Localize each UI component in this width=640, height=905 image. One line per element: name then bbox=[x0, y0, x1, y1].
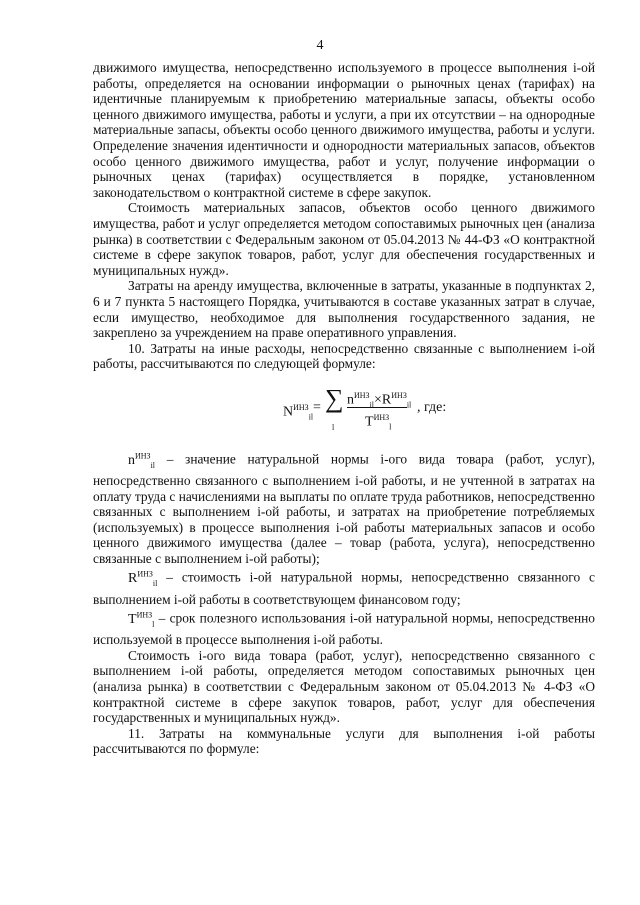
fraction-bar bbox=[347, 407, 407, 408]
symbol-T: $T^{ИНЗ}_l$ bbox=[128, 610, 155, 629]
formula-sigma-index: l bbox=[332, 422, 335, 432]
page-number: 4 bbox=[316, 38, 324, 53]
document-body bbox=[93, 60, 595, 757]
formula-N: N bbox=[283, 404, 294, 420]
paragraph-cost-method: Стоимость материальных запасов, объектов особо ценного движимого имущества, работ и услуг определяется методом сопоставимых рыночных цен (анализа рынка) в соответствии с Федеральным законом от 05.04.2013 № 44-ФЗ «О контрактной системе в сфере закупок товаров, работ, услуг для обеспечения государственных и муниципальных нужд». bbox=[93, 200, 595, 278]
paragraph-item-10: 10. Затраты на иные расходы, непосредственно связанные с выполнением i-ой работы, рассчитываются по следующей формуле: bbox=[93, 340, 595, 372]
formula-block: $N^{ИНЗ}_{il}$ = ∑ l $n^{ИНЗ}_{il}\times R^{ИНЗ}_{il}$ $T^{ИНЗ}_l$ , где: bbox=[93, 372, 595, 442]
symbol-n: $n^{ИНЗ}_{il}$ bbox=[128, 450, 156, 470]
formula-sigma: ∑ bbox=[325, 383, 344, 413]
formula-numerator: $n^{ИНЗ}_{il}\times R^{ИНЗ}_{il}$ bbox=[347, 390, 412, 410]
definition-R: $R^{ИНЗ}_{il}$ – стоимость i-ой натуральной нормы, непосредственно связанного с выполнением i-ой работы в соответствующем финансовом году; bbox=[93, 569, 595, 607]
paragraph-rent: Затраты на аренду имущества, включенные в затраты, указанные в подпунктах 2, 6 и 7 пункта 5 настоящего Порядка, учитываются в составе указанных затрат в случае, если имущество, необходимое для выполнения государственного задания, не закреплено за учреждением на праве оперативного управления. bbox=[93, 278, 595, 341]
paragraph-continuation: движимого имущества, непосредственно используемого в процессе выполнения i-ой работы, определяется на основании информации о рыночных ценах (тарифах) на идентичные планируемым к приобретению материальные запасы, объекты особо ценного движимого имущества, работы и услуги, а при их отсутствии – на однородные материальные запасы, объекты особо ценного движимого имущества, работы и услуги. Определение значения идентичности и однородности материальных запасов, объектов особо ценного движимого имущества, работ и услуг, получение информации о рыночных ценах (тарифах) осуществляется в порядке, установленном законодательством о контрактной системе в сфере закупок. bbox=[93, 60, 595, 200]
paragraph-goods-cost: Стоимость i-ого вида товара (работ, услуг), непосредственно связанного с выполнением i-ой работы, определяется методом сопоставимых рыночных цен (анализа рынка) в соответствии с Федеральным законом от 05.04.2013 № 4-ФЗ «О контрактной системе в сфере закупок товаров, работ, услуг для обеспечения государственных и муниципальных нужд». bbox=[93, 647, 595, 726]
symbol-R: $R^{ИНЗ}_{il}$ bbox=[128, 569, 158, 588]
formula-equals: = bbox=[313, 399, 321, 415]
formula-where: , где: bbox=[417, 399, 447, 415]
definition-n: $n^{ИНЗ}_{il}$ – значение натуральной нормы i-ого вида товара (работ, услуг), непосредственно связанного с выполнением i-ой работы, и не учтенной в затратах на оплату труда с начислениями на выплаты по оплате труда работников, непосредственно связанных с выполнением i-ой работы, и затратах на приобретение потребляемых (используемых) в процессе выполнения i-ой работы материальных запасов и особо ценного движимого имущества (далее – товар (работа, услуга), непосредственно связанные с выполнением i-ой работы); bbox=[93, 450, 595, 566]
definition-T: $T^{ИНЗ}_l$ – срок полезного использования i-ой натуральной нормы, непосредственно используемой в процессе выполнения i-ой работы. bbox=[93, 610, 595, 648]
paragraph-item-11: 11. Затраты на коммунальные услуги для выполнения i-ой работы рассчитываются по формуле: bbox=[93, 725, 595, 757]
formula-denominator: $T^{ИНЗ}_l$ bbox=[365, 412, 392, 432]
